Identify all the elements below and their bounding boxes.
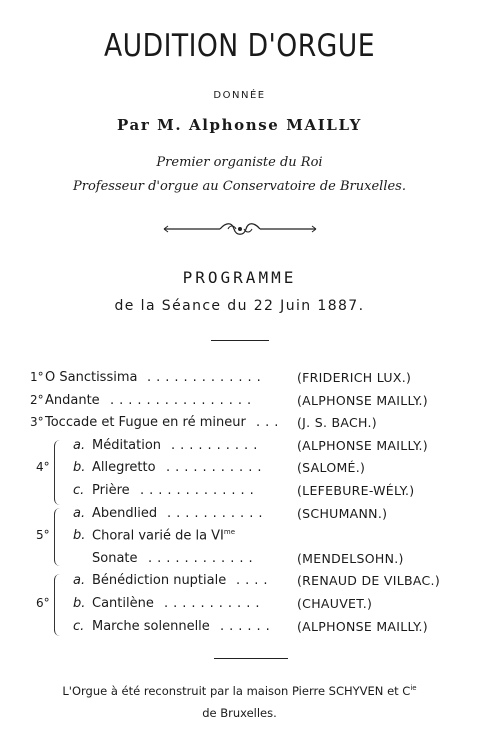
footer-note-city: de Bruxelles. xyxy=(202,706,277,720)
programme-item xyxy=(0,460,479,482)
piece-title: Toccade et Fugue en ré mineur xyxy=(45,415,246,431)
programme-heading: PROGRAMME xyxy=(182,268,297,287)
dot-leader: ...... xyxy=(220,618,275,634)
composer-name: (CHAUVET.) xyxy=(297,596,373,611)
dot-leader: ... xyxy=(256,415,284,431)
piece-title: Bénédiction nuptiale xyxy=(92,573,227,589)
dot-leader: ............. xyxy=(147,370,266,385)
programme-item xyxy=(0,393,479,415)
footer-note-text: L'Orgue à été reconstruit par la maison Pierre SCHYVEN et $C^{ie}$ xyxy=(62,684,417,698)
composer-name: (FRIDERICH LUX.) xyxy=(297,370,412,385)
group-brace xyxy=(54,574,65,636)
piece-title: Andante xyxy=(45,392,100,408)
divider-rule xyxy=(211,340,269,341)
piece-title: Abendlied xyxy=(92,505,158,521)
item-number: 6° xyxy=(36,596,50,610)
ornament-divider xyxy=(160,220,320,238)
divider-rule xyxy=(214,658,288,659)
item-letter: a. xyxy=(73,573,86,589)
programme-item xyxy=(0,415,479,437)
dot-leader: ........... xyxy=(167,505,268,521)
piece-title: Prière xyxy=(92,483,130,498)
composer-name: (ALPHONSE MAILLY.) xyxy=(297,392,428,408)
item-letter: c. xyxy=(73,618,85,634)
item-letter: a. xyxy=(73,505,86,521)
composer-name: (LEFEBURE-WÉLY.) xyxy=(297,483,415,498)
programme-item xyxy=(0,483,479,505)
piece-title: Choral varié de la $VI^{me}$ xyxy=(92,528,236,544)
item-number: 4° xyxy=(36,460,50,475)
performer-line: Par M. Alphonse MAILLY xyxy=(117,116,362,134)
dot-leader: .......... xyxy=(171,437,263,453)
programme-item xyxy=(0,438,479,460)
composer-name: (ALPHONSE MAILLY.) xyxy=(297,437,428,453)
superscript: me xyxy=(223,528,236,537)
footer-note xyxy=(0,684,479,698)
composer-name: (SCHUMANN.) xyxy=(297,505,388,521)
group-brace xyxy=(54,508,65,566)
programme-item xyxy=(0,506,479,528)
programme-item xyxy=(0,370,479,392)
piece-title: Sonate xyxy=(92,550,138,566)
programme-item xyxy=(0,551,479,573)
page-title: AUDITION D'ORGUE xyxy=(104,28,375,64)
dot-leader: ........... xyxy=(166,460,267,476)
composer-name: (J. S. BACH.) xyxy=(297,415,377,431)
dot-leader: ............. xyxy=(140,483,259,498)
item-letter: b. xyxy=(73,460,86,476)
programme-item xyxy=(0,528,479,550)
item-letter: b. xyxy=(73,528,86,544)
composer-name: (ALPHONSE MAILLY.) xyxy=(297,618,428,634)
composer-name: (SALOMÉ.) xyxy=(297,460,366,476)
piece-title: Cantilène xyxy=(92,596,154,611)
programme-item xyxy=(0,573,479,595)
session-date: de la Séance du 22 Juin 1887. xyxy=(114,298,365,314)
dot-leader: ................ xyxy=(110,392,257,408)
piece-title: Allegretto xyxy=(92,460,156,476)
item-number: 1° xyxy=(30,370,44,384)
piece-title: Marche solennelle xyxy=(92,618,210,634)
dot-leader: .... xyxy=(236,573,273,589)
item-number: 2° xyxy=(30,392,44,407)
piece-title: Méditation xyxy=(92,437,162,453)
composer-name: (RENAUD DE VILBAC.) xyxy=(297,573,440,589)
performer-role-2: Professeur d'orgue au Conservatoire de Bruxelles. xyxy=(73,179,406,194)
given-label: DONNÉE xyxy=(213,90,266,101)
item-letter: b. xyxy=(73,596,86,611)
performer-role-1: Premier organiste du Roi xyxy=(156,155,323,170)
item-letter: c. xyxy=(73,483,85,498)
item-letter: a. xyxy=(73,437,86,453)
dot-leader: ............ xyxy=(148,550,258,566)
item-number: 3° xyxy=(30,415,44,430)
dot-leader: ........... xyxy=(164,596,265,611)
item-number: 5° xyxy=(36,528,50,543)
piece-title: O Sanctissima xyxy=(45,370,138,385)
programme-item xyxy=(0,619,479,641)
superscript: ie xyxy=(410,684,417,693)
programme-item xyxy=(0,596,479,618)
composer-name: (MENDELSOHN.) xyxy=(297,550,404,566)
group-brace xyxy=(54,440,65,505)
